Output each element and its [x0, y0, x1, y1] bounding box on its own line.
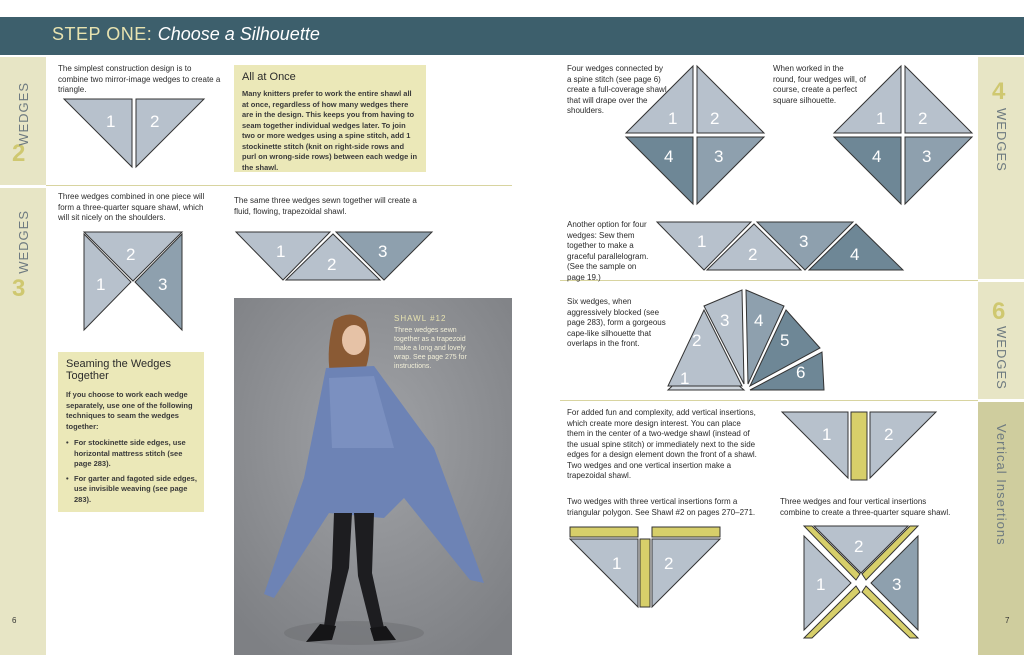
- wedge-label: 3: [799, 232, 809, 251]
- wedge: [697, 66, 764, 133]
- seaming-intro: If you choose to work each wedge separately, use one of the following techniques to seam the wedges together:: [66, 390, 193, 431]
- wedge: [626, 137, 693, 204]
- vertical-insertions-text: For added fun and complexity, add vertical insertions, which create more design interest. You can place them in the center of a two-wedge shawl (instead of the usual spine stitch) or immediately next to the side edges for a design element down the front of a shawl. Two wedges and one vertical insertion make a trapezoidal shawl.: [567, 408, 757, 480]
- four-spine-text: Four wedges connected by a spine stitch (see page 6) create a full-coverage shawl that will drape over the shoulders.: [567, 64, 667, 115]
- vertical-insertion: [851, 412, 867, 480]
- wedge-label: 4: [754, 311, 764, 330]
- three-four-insertions-text: Three wedges and four vertical insertions combine to create a three-quarter square shawl.: [780, 497, 951, 517]
- three-insertions-diagram: [568, 525, 722, 611]
- step-label: STEP ONE:: [52, 24, 153, 44]
- two-wedges-diagram: [62, 97, 208, 169]
- wedge: [136, 99, 204, 167]
- wedge-label: 1: [697, 232, 707, 251]
- side-label-vertical: Vertical Insertions: [994, 424, 1009, 546]
- side-number-three: 3: [12, 275, 26, 302]
- wedge-label: 2: [884, 425, 894, 444]
- wedge-label: 5: [780, 331, 790, 350]
- all-at-once-box: [234, 65, 426, 172]
- four-wedges-round-diagram: [830, 64, 976, 206]
- wedge: [834, 137, 901, 204]
- wedge: [570, 539, 638, 607]
- wedge-label: 3: [892, 575, 902, 594]
- side-number-four: 4: [992, 78, 1006, 105]
- six-wedges-diagram: [664, 288, 828, 394]
- four-round-text: When worked in the round, four wedges will, of course, create a perfect square silhouette.: [773, 64, 866, 105]
- wedge-label: 2: [854, 537, 864, 556]
- wedge-label: 1: [96, 275, 106, 294]
- side-label-three: WEDGES: [16, 210, 31, 274]
- wedge-label: 2: [126, 245, 136, 264]
- shawl-title: SHAWL #12: [394, 314, 447, 323]
- trapezoid-diagram: [234, 230, 434, 282]
- all-at-once-title: All at Once: [242, 71, 296, 83]
- side-label-two: WEDGES: [16, 82, 31, 146]
- four-insertions-diagram: [800, 522, 922, 640]
- wedge: [834, 66, 901, 133]
- seaming-box: [58, 352, 204, 512]
- page-number-right: 7: [1005, 616, 1010, 625]
- wedge-label: 1: [106, 112, 116, 131]
- wedge: [905, 137, 972, 204]
- divider: [560, 400, 978, 401]
- shawl-photo: [234, 298, 512, 655]
- wedge: [652, 539, 720, 607]
- wedge-label: 3: [378, 242, 388, 261]
- page-title: [52, 24, 320, 45]
- three-sewn-text: The same three wedges sewn together will create a fluid, flowing, trapezoidal shawl.: [234, 196, 417, 216]
- shawl-caption: Three wedges sewn together as a trapezoid make a long and lovely wrap. See page 275 for instructions.: [394, 327, 467, 370]
- three-quarter-diagram: [80, 230, 186, 334]
- wedge: [905, 66, 972, 133]
- wedge-label: 3: [714, 147, 724, 166]
- side-number-two: 2: [12, 140, 26, 167]
- vertical-insertion: [640, 539, 650, 607]
- vertical-insertion: [652, 527, 720, 537]
- wedge-label: 2: [664, 554, 674, 573]
- wedge-label: 1: [822, 425, 832, 444]
- wedge-label: 1: [680, 369, 690, 388]
- wedge-label: 3: [158, 275, 168, 294]
- wedge-label: 3: [720, 311, 730, 330]
- wedge-label: 1: [876, 109, 886, 128]
- wedge-label: 1: [276, 242, 286, 261]
- wedge-label: 2: [692, 331, 702, 350]
- wedge: [697, 137, 764, 204]
- wedge-label: 1: [816, 575, 826, 594]
- wedge-label: 2: [150, 112, 160, 131]
- seaming-bullet: • For stockinette side edges, use horizontal mattress stitch (see page 283).: [66, 438, 198, 470]
- seaming-title: Seaming the Wedges Together: [66, 358, 171, 382]
- wedge: [870, 412, 936, 478]
- wedge-label: 4: [872, 147, 882, 166]
- side-label-four: WEDGES: [994, 108, 1009, 172]
- parallelogram-diagram: [655, 220, 905, 272]
- two-three-insertions-text: Two wedges with three vertical insertions form a triangular polygon. See Shawl #2 on pages 270–271.: [567, 497, 756, 517]
- wedge-label: 2: [710, 109, 720, 128]
- wedge-label: 3: [922, 147, 932, 166]
- wedge: [782, 412, 848, 478]
- step-subtitle: Choose a Silhouette: [157, 24, 320, 44]
- vertical-insertion: [570, 527, 638, 537]
- four-parallelogram-text: Another option for four wedges: Sew them together to make a graceful parallelogram. (See the sample on page 19.): [567, 220, 649, 282]
- two-wedges-text: The simplest construction design is to combine two mirror-image wedges to create a triangle.: [58, 64, 221, 94]
- seaming-bullet: • For garter and fagoted side edges, use invisible weaving (see page 283).: [66, 474, 198, 506]
- one-insertion-diagram: [780, 410, 940, 482]
- six-wedges-text: Six wedges, when aggressively blocked (see page 283), form a gorgeous cape-like silhouette that overlaps in the front.: [567, 297, 666, 348]
- four-wedges-spine-diagram: [622, 64, 768, 206]
- three-wedges-text: Three wedges combined in one piece will form a three-quarter square shawl, which will sit nicely on the shoulders.: [58, 192, 205, 222]
- seaming-list: [66, 438, 198, 509]
- wedge-label: 2: [748, 245, 758, 264]
- wedge-label: 4: [850, 245, 860, 264]
- divider: [46, 185, 512, 186]
- wedge: [64, 99, 132, 167]
- all-at-once-text: Many knitters prefer to work the entire shawl all at once, regardless of how many wedges there are in the design. This keeps you from having to seam together individual wedges later. To join two or more wedges using a spine stitch, add 1 stockinette stitch (knit on right-side rows and purl on wrong-side rows) between each wedge in the shawl.: [242, 89, 418, 172]
- side-label-six: WEDGES: [994, 326, 1009, 390]
- wedge: [626, 66, 693, 133]
- side-number-six: 6: [992, 298, 1006, 325]
- page-number-left: 6: [12, 616, 17, 625]
- wedge-label: 1: [612, 554, 622, 573]
- wedge-label: 2: [327, 255, 337, 274]
- wedge-label: 6: [796, 363, 806, 382]
- wedge-label: 4: [664, 147, 674, 166]
- wedge-label: 2: [918, 109, 928, 128]
- wedge-label: 1: [668, 109, 678, 128]
